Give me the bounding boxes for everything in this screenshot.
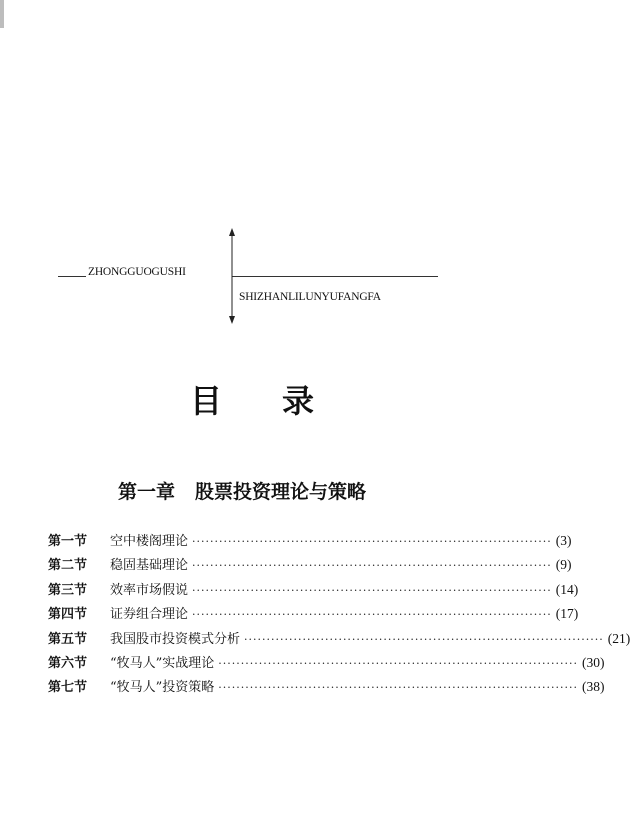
- toc-section-title: 效率市场假说: [110, 582, 189, 598]
- toc-entry[interactable]: [48, 554, 572, 578]
- toc-leader-dots: ················································································: [192, 583, 552, 597]
- toc-entry[interactable]: [48, 603, 579, 627]
- toc-leader-dots: ················································································: [192, 535, 552, 548]
- toc-entry[interactable]: [48, 676, 605, 700]
- toc-section-number: 第一节: [48, 534, 88, 549]
- page-title: [0, 376, 504, 422]
- toc-leader-dots: ················································································: [192, 608, 552, 622]
- toc-section-number: 第二节: [48, 558, 88, 574]
- divider-line-right: [232, 276, 438, 277]
- title-char-1: 目: [189, 382, 222, 420]
- toc-page-number: (9): [555, 557, 572, 573]
- toc-page-number: (14): [555, 581, 579, 597]
- chapter-name: 股票投资理论与策略: [195, 481, 367, 503]
- title-char-2: 录: [282, 382, 315, 420]
- table-of-contents: [48, 530, 630, 701]
- scan-edge-mark: [0, 0, 4, 28]
- toc-section-title: “牧马人”实战理论: [110, 655, 215, 671]
- toc-section-title: 证券组合理论: [110, 607, 189, 623]
- toc-section-number: 第七节: [48, 680, 88, 696]
- toc-section-number: 第五节: [48, 631, 88, 647]
- toc-leader-dots: ················································································: [244, 632, 604, 646]
- chapter-heading: [118, 477, 366, 504]
- toc-entry[interactable]: [48, 628, 630, 652]
- toc-page-number: (21): [607, 630, 630, 646]
- toc-section-title: 空中楼阁理论: [110, 534, 189, 549]
- double-arrow-icon: [226, 228, 238, 324]
- toc-section-title: 我国股市投资模式分析: [110, 631, 241, 647]
- toc-section-title: 稳固基础理论: [110, 558, 189, 574]
- chapter-number: 第一章: [118, 481, 176, 503]
- toc-section-number: 第三节: [48, 582, 88, 598]
- toc-section-title: “牧马人”投资策略: [110, 680, 215, 696]
- toc-page-number: (38): [582, 679, 605, 695]
- toc-page-number: (30): [582, 654, 605, 670]
- toc-section-number: 第六节: [48, 655, 88, 671]
- toc-entry[interactable]: [48, 652, 605, 676]
- toc-section-number: 第四节: [48, 607, 88, 623]
- divider-line-left: [58, 276, 86, 277]
- toc-entry[interactable]: [48, 530, 572, 554]
- toc-page-number: (3): [555, 533, 572, 548]
- toc-leader-dots: ················································································: [218, 681, 579, 695]
- toc-page-number: (17): [555, 606, 579, 622]
- pinyin-right-label: SHIZHANLILUNYUFANGFA: [239, 291, 381, 303]
- toc-leader-dots: ················································································: [192, 559, 552, 573]
- toc-entry[interactable]: [48, 579, 579, 603]
- pinyin-left-label: ZHONGGUOGUSHI: [88, 266, 186, 278]
- toc-leader-dots: ················································································: [218, 656, 579, 670]
